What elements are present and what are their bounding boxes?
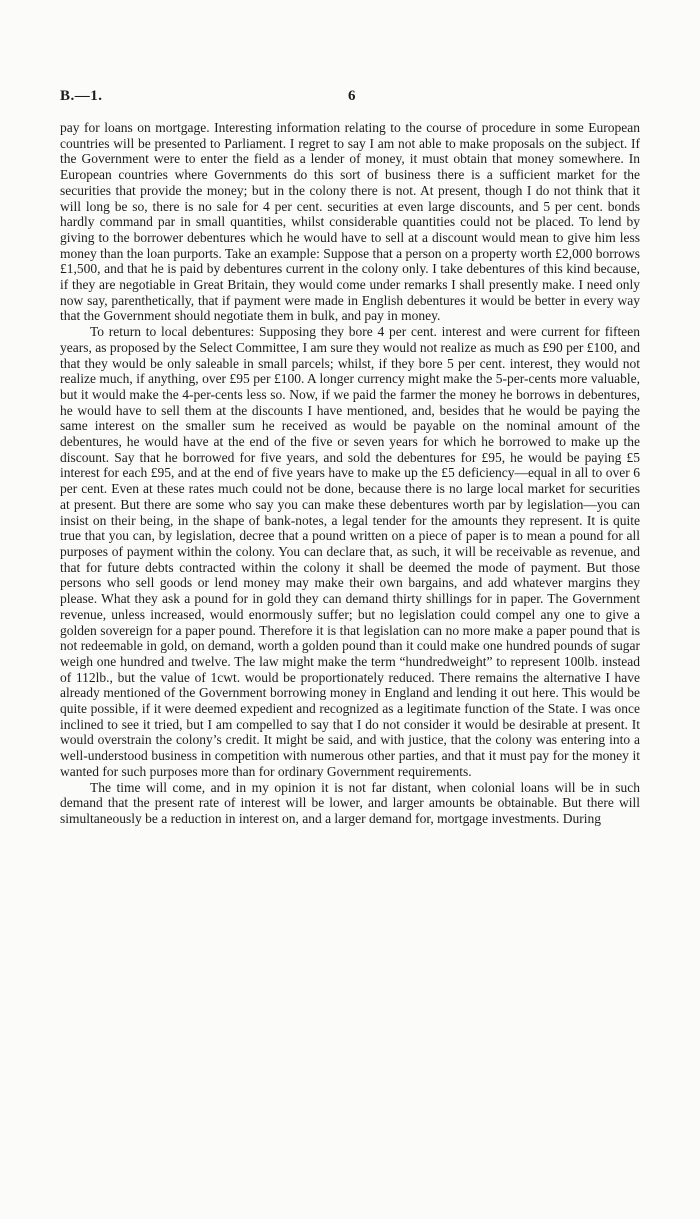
- paragraph-local-debentures: To return to local debentures: Supposing they bore 4 per cent. interest and were current for fifteen years, as proposed by the Select Committee, I am sure they would not realize as much as £90 per £100, and that they would be only saleable in small parcels; whilst, if they bore 5 per cent. interest, they would not realize much, if anything, over £95 per £100. A longer currency might make the 5-per-cents more valuable, but it would make the 4-per-cents less so. Now, if we paid the farmer the money he borrows in debentures, he would have to sell them at the discounts I have mentioned, and, besides that he would be paying the same interest on the smaller sum he received as would be payable on the nominal amount of the debentures, he would have at the end of the five or seven years for which he borrowed to make up the discount. Say that he borrowed for five years, and sold the debentures for £95, he would be paying £5 interest for each £95, and at the end of five years have to make up the £5 deficiency—equal in all to over 6 per cent. Even at these rates much could not be done, because there is no large local market for securities at present. But there are some who say you can make these debentures worth par by legislation—you can insist on their being, in the shape of bank-notes, a legal tender for the amounts they represent. It is quite true that you can, by legislation, decree that a pound written on a piece of paper is to mean a pound for all purposes of payment within the colony. You can declare that, as such, it will be receivable as revenue, and that for future debts contracted within the colony it shall be deemed the mode of payment. But those persons who sell goods or lend money may make their own bargains, and add whatever margins they please. What they ask a pound for in gold they can demand thirty shillings for in paper. The Government revenue, unless increased, would enormously suffer; but no legislation could compel any one to give a golden sovereign for a paper pound. Therefore it is that legislation can no more make a paper pound that is not redeemable in gold, on demand, worth a golden pound than it could make one hundred pounds of sugar weigh one hundred and twelve. The law might make the term “hundredweight” to represent 100lb. instead of 112lb., but the value of 1cwt. would be proportionately reduced. There remains the alternative I have already mentioned of the Government borrowing money in England and lending it out here. This would be quite possible, if it were deemed expedient and recognized as a legitimate function of the State. I was once inclined to see it tried, but I am compelled to say that I do not consider it would be desirable at present. It would overstrain the colony’s credit. It might be said, and with justice, that the colony was entering into a well-understood business in competition with numerous other parties, and that it must pay for the money it wanted for such purposes more than for ordinary Government requirements.: [60, 324, 640, 779]
- body-text: [60, 120, 640, 827]
- page-header: [60, 88, 640, 108]
- page-number: 6: [348, 88, 356, 104]
- paragraph-continued: pay for loans on mortgage. Interesting information relating to the course of procedure in some European countries will be presented to Parliament. I regret to say I am not able to make proposals on the subject. If the Government were to enter the field as a lender of money, it must obtain that money somewhere. In European countries where Governments do this sort of business there is a sufficient market for the securities that provide the money; but in the colony there is not. At present, though I do not think that it will long be so, there is no sale for 4 per cent. securities at even large discounts, and 5 per cent. bonds hardly command par in small quantities, whilst considerable quantities could not be placed. To lend by giving to the borrower debentures which he would have to sell at a discount would mean to give him less money than the loan purports. Take an example: Suppose that a person on a property worth £2,000 borrows £1,500, and that he is paid by debentures current in the colony only. I take debentures of this kind because, if they are negotiable in Great Britain, they would come under remarks I shall presently make. I need only now say, parenthetically, that if payment were made in English debentures it would be better in every way that the Government should negotiate them in bulk, and pay in money.: [60, 120, 640, 324]
- paragraph-future-loans: The time will come, and in my opinion it is not far distant, when colonial loans will be in such demand that the present rate of interest will be lower, and larger amounts be obtainable. But there will simultaneously be a reduction in interest on, and a larger demand for, mortgage investments. During: [60, 779, 640, 826]
- document-reference: B.—1.: [60, 88, 103, 104]
